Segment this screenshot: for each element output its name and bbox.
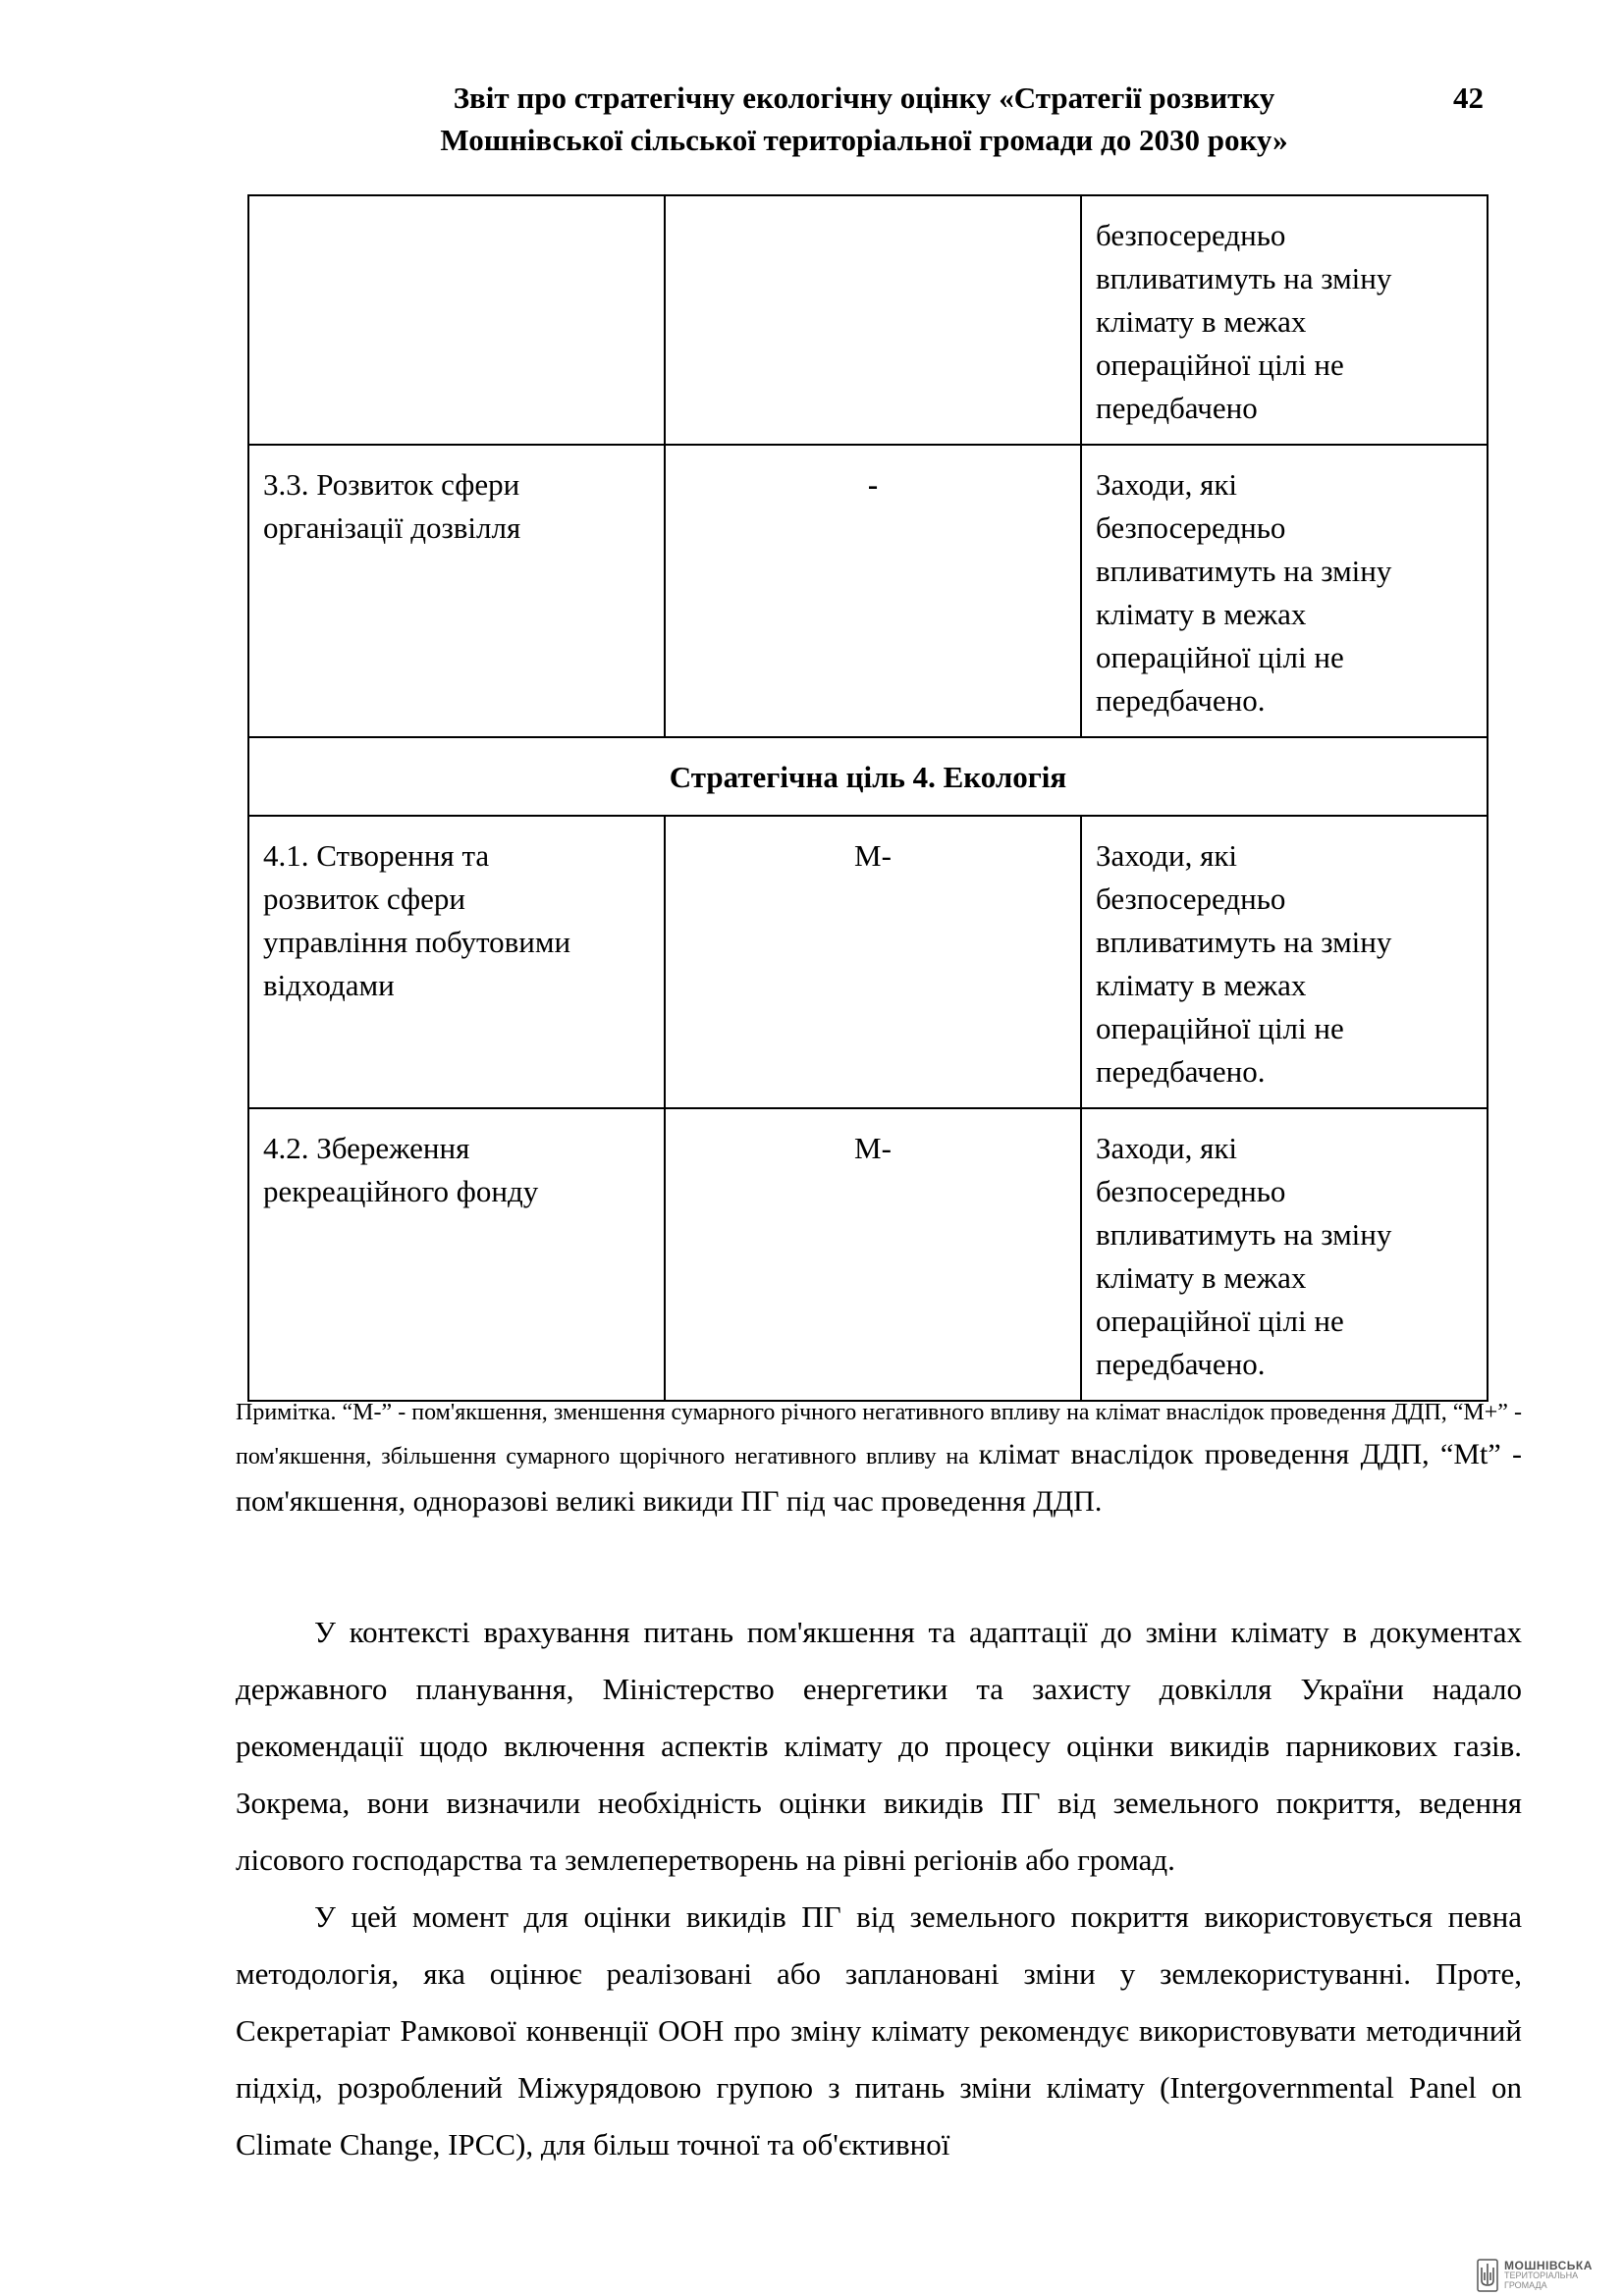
note-large-text: клімат внаслідок проведення ДДП, “Mt” - пом'якшення, одноразові великі викиди ПГ під час проведення ДДП. [236,1438,1523,1518]
text-line: організації дозвілля [263,510,521,545]
text-line: передбачено [1096,391,1258,425]
cell-measures [1081,1108,1488,1401]
text-line: безпосередньо [1096,881,1286,916]
text-line: впливатимуть на зміну [1096,925,1392,959]
page-number: 42 [1453,80,1484,115]
cell-impact [665,445,1081,737]
text-line: рекреаційного фонду [263,1174,539,1208]
note-small-text: Примітка. “M-” - пом'якшення, зменшення сумарного річного негативного впливу на клімат внаслідок проведення ДДП, “M+” - пом'якшення, збільшення сумарного щорічного негативного впливу на [236,1400,1522,1469]
text-line: Заходи, які [1096,838,1238,873]
text-line: 4.1. Створення та [263,838,490,873]
cell-empty-1 [248,195,665,445]
text-line: безпосередньо [1096,1174,1286,1208]
text-line: передбачено. [1096,1054,1266,1089]
cell-impact [665,1108,1081,1401]
impact-value: - [867,467,879,502]
community-logo [1477,2255,1624,2296]
text-line: Заходи, які [1096,467,1238,502]
cell-objective [248,1108,665,1401]
header-title-line-2: Мошнівської сільської територіальної громади до 2030 року» [440,123,1288,157]
header-title-line-1: Звіт про стратегічну екологічну оцінку «Стратегії розвитку [453,80,1275,115]
paragraph-1: У контексті врахування питань пом'якшення та адаптації до зміни клімату в документах державного планування, Міністерство енергетики та захисту довкілля України надало рекомендації щодо включення аспектів клімату до процесу оцінки викидів парникових газів. Зокрема, вони визначили необхідність оцінки викидів ПГ від земельного покриття, ведення лісового господарства та землеперетворень на рівні регіонів або громад. [236,1615,1522,1877]
text-line: безпосередньо [1096,510,1286,545]
text-line: Заходи, які [1096,1131,1238,1165]
text-line: клімату в межах [1096,968,1307,1002]
strategic-goal-heading: Стратегічна ціль 4. Екологія [248,737,1488,816]
text-line: безпосередньо [1096,218,1286,252]
cell-objective [248,445,665,737]
text-line: передбачено. [1096,683,1266,718]
logo-line-1: МОШНІВСЬКА [1504,2259,1593,2272]
cell-objective [248,816,665,1108]
text-line: операційної цілі не [1096,640,1344,674]
text-line: клімату в межах [1096,1260,1307,1295]
table-note [236,1394,1522,1525]
cell-impact [665,816,1081,1108]
text-line: передбачено. [1096,1347,1266,1381]
text-line: клімату в межах [1096,597,1307,631]
text-line: 3.3. Розвиток сфери [263,467,520,502]
cell-measures [1081,445,1488,737]
text-line: клімату в межах [1096,304,1307,339]
text-line: управління побутовими [263,925,571,959]
logo-line-2: ТЕРИТОРІАЛЬНА [1504,2270,1579,2280]
paragraph-2: У цей момент для оцінки викидів ПГ від земельного покриття використовується певна методологія, яка оцінює реалізовані або заплановані зміни у землекористуванні. Проте, Секретаріат Рамкової конвенції ООН про зміну клімату рекомендує використовувати методичний підхід, розроблений Міжурядовою групою з питань зміни клімату (Intergovernmental Panel on Climate Change, IPCC), для більш точної та об'єктивної [236,1899,1522,2162]
climate-impact-table [247,194,1489,1402]
impact-value: M- [854,1131,892,1165]
logo-text [1504,2261,1593,2290]
table-row-4-1 [248,816,1488,1108]
text-line: відходами [263,968,395,1002]
text-line: впливатимуть на зміну [1096,554,1392,588]
text-line: розвиток сфери [263,881,465,916]
impact-value: M- [854,838,892,873]
table-row-goal-4 [248,737,1488,816]
text-line: операційної цілі не [1096,347,1344,382]
document-header [373,77,1355,161]
logo-line-3: ГРОМАДА [1504,2280,1547,2290]
text-line: 4.2. Збереження [263,1131,470,1165]
text-line: операційної цілі не [1096,1304,1344,1338]
table-row-continued [248,195,1488,445]
text-line: впливатимуть на зміну [1096,261,1392,295]
cell-measures [1081,816,1488,1108]
table-row-3-3 [248,445,1488,737]
trident-icon [1477,2259,1498,2292]
text-line: операційної цілі не [1096,1011,1344,1045]
cell-empty-2 [665,195,1081,445]
cell-measures [1081,195,1488,445]
text-line: впливатимуть на зміну [1096,1217,1392,1252]
table-row-4-2 [248,1108,1488,1401]
